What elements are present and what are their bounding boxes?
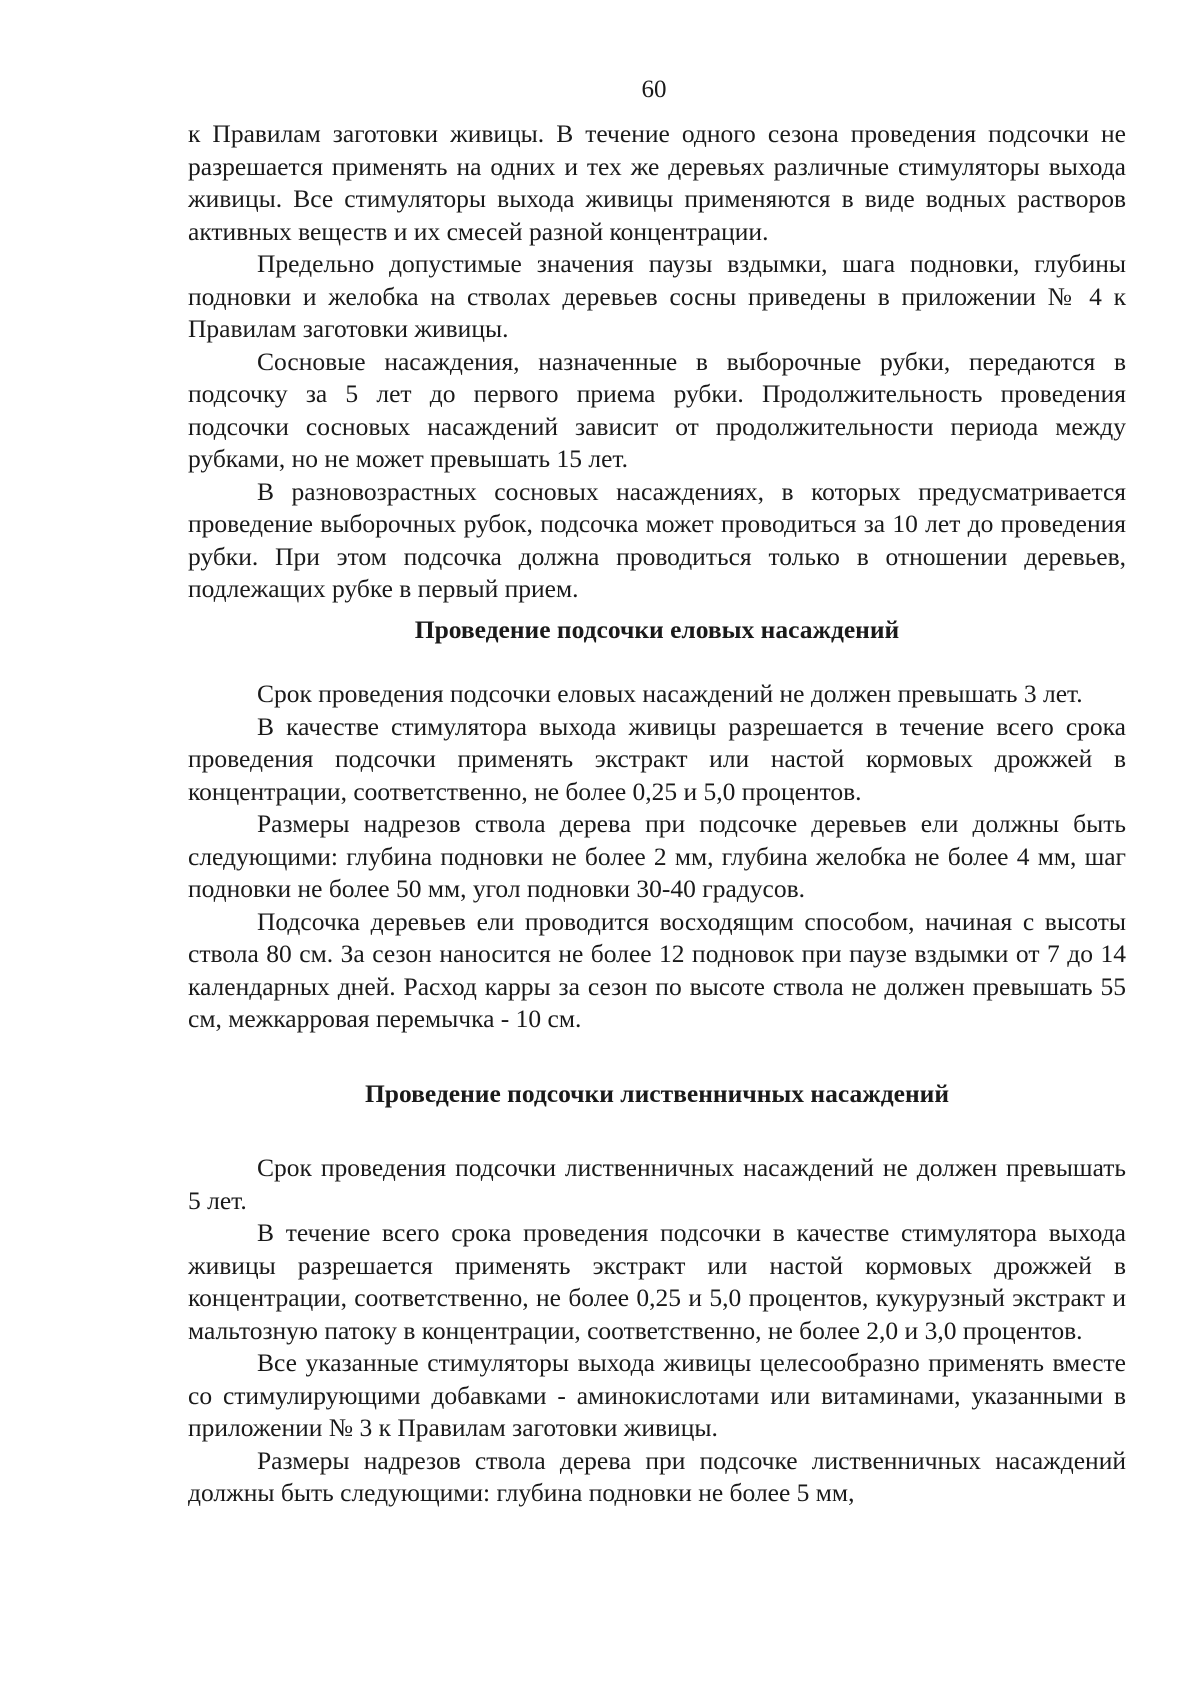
paragraph: В качестве стимулятора выхода живицы разрешается в течение всего срока проведения подсочки применять экстракт или настой кормовых дрожжей в концентрации, соответственно, не более 0,25 и 5,0 процентов. — [188, 711, 1126, 806]
paragraph: Размеры надрезов ствола дерева при подсочке деревьев ели должны быть следующими: глубина подновки не более 2 мм, глубина желобка не более 4 мм, шаг подновки не более 50 мм, угол подновки 30-40 градусов. — [188, 809, 1126, 903]
paragraph: В течение всего срока проведения подсочки в качестве стимулятора выхода живицы разрешается применять экстракт или настой кормовых дрожжей в концентрации, соответственно, не более 0,25 и 5,0 процентов, кукурузный экстракт и мальтозную патоку в концентрации, соответственно, не более 2,0 и 3,0 процентов. — [188, 1218, 1126, 1345]
page-number: 60 — [641, 76, 667, 103]
paragraph: Срок проведения подсочки лиственничных насаждений не должен превышать 5 лет. — [188, 1153, 1126, 1215]
document-body — [188, 118, 1126, 1510]
paragraph: Все указанные стимуляторы выхода живицы целесообразно применять вместе со стимулирующими добавками - аминокислотами или витаминами, указанными в приложении № 3 к Правилам заготовки живицы. — [188, 1348, 1126, 1442]
paragraph: Подсочка деревьев ели проводится восходящим способом, начиная с высоты ствола 80 см. За сезон наносится не более 12 подновок при паузе вздымки от 7 до 14 календарных дней. Расход карры за сезон по высоте ствола не должен превышать 55 см, межкарровая перемычка - 10 см. — [188, 906, 1126, 1033]
paragraph: Предельно допустимые значения паузы вздымки, шага подновки, глубины подновки и желобка на стволах деревьев сосны приведены в приложении № 4 к Правилам заготовки живицы. — [188, 249, 1126, 343]
section-heading-spruce: Проведение подсочки еловых насаждений — [414, 614, 900, 644]
paragraph: Срок проведения подсочки еловых насаждений не должен превышать 3 лет. — [257, 679, 1083, 708]
paragraph: Сосновые насаждения, назначенные в выборочные рубки, передаются в подсочку за 5 лет до первого приема рубки. Продолжительность проведения подсочки сосновых насаждений зависит от продолжительности периода между рубками, но не может превышать 15 лет. — [188, 346, 1126, 473]
section-heading-larch: Проведение подсочки лиственничных насаждений — [364, 1078, 950, 1108]
paragraph: В разновозрастных сосновых насаждениях, в которых предусматривается проведение выборочных рубок, подсочка может проводиться за 10 лет до проведения рубки. При этом подсочка должна проводиться только в отношении деревьев, подлежащих рубке в первый прием. — [188, 476, 1126, 603]
paragraph: к Правилам заготовки живицы. В течение одного сезона проведения подсочки не разрешается применять на одних и тех же деревьях различные стимуляторы выхода живицы. Все стимуляторы выхода живицы применяются в виде водных растворов активных веществ и их смесей разной концентрации. — [188, 119, 1126, 246]
paragraph: Размеры надрезов ствола дерева при подсочке лиственничных насаждений должны быть следующими: глубина подновки не более 5 мм, — [188, 1445, 1126, 1507]
